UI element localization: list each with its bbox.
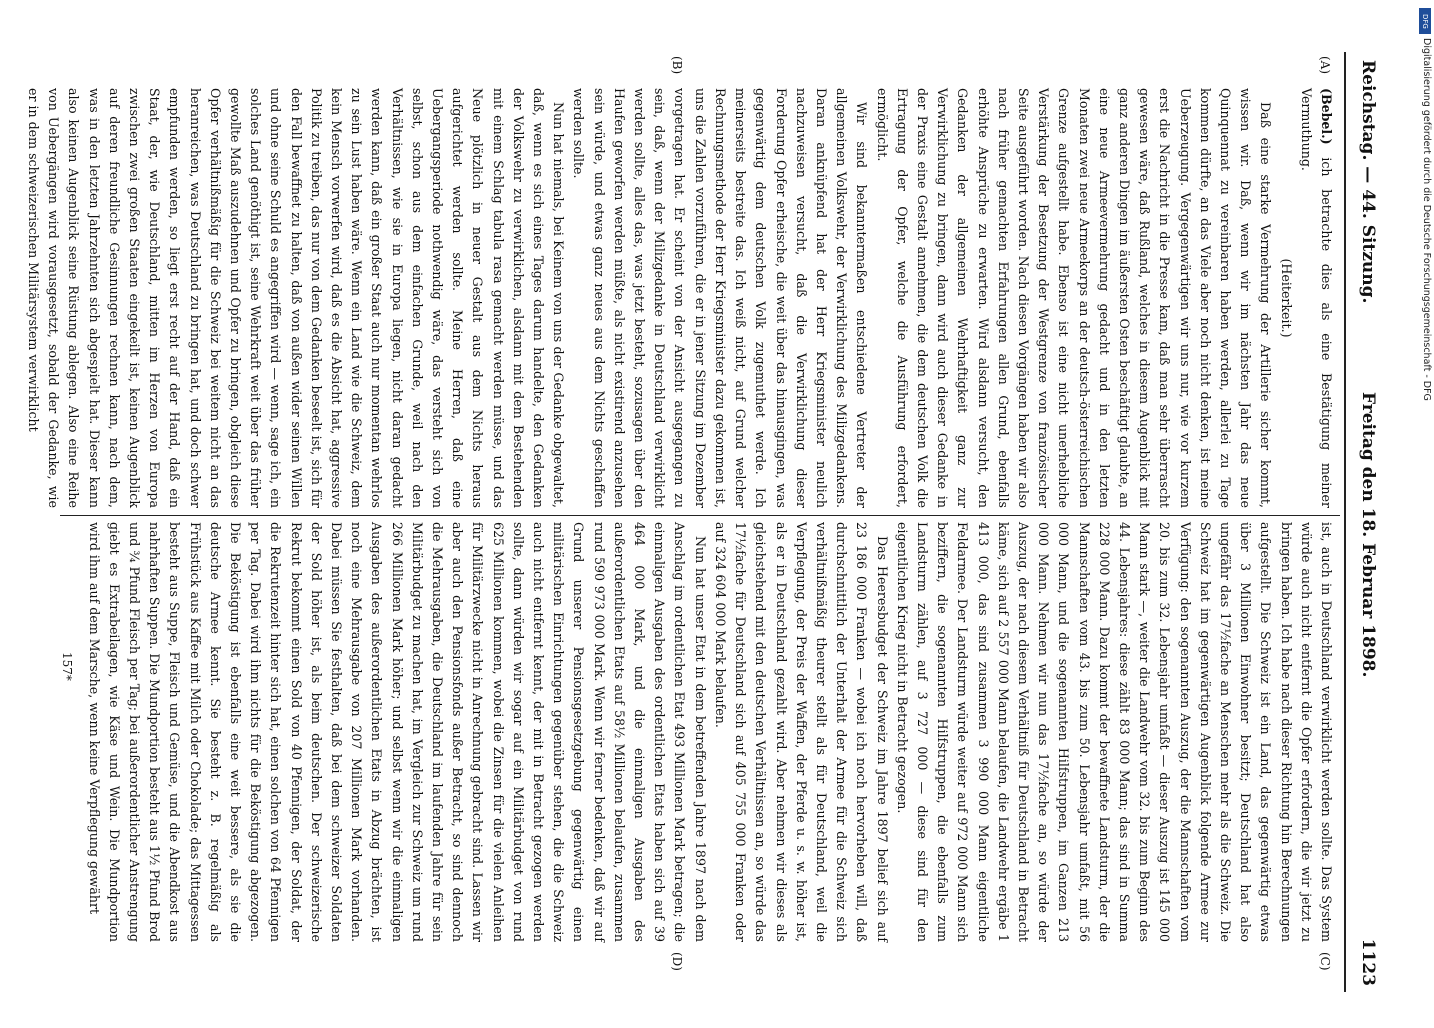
paragraph: Wir sind bekanntermaßen entschiedene Vertreter der allgemeinen Volkswehr, der Verwirklichung des Milizgedankens. Daran anknüpfend hat der Herr Kriegsminister neulich nachzuweisen versucht, daß die Verwirklichung dieser Forderung Opfer erheische, die weit über das hinausgingen, was gegenwärtig dem deutschen Volk zugemuthet werde. Ich meinerseits bestreite das. Ich weiß nicht, auf Grund welcher Rechnungsmethode der Herr Kriegsminister dazu gekommen ist, uns die Zahlen vorzuführen, die er in jener Sitzung im Dezember vorgetragen hat. Er scheint von der Ansicht ausgegangen zu sein, daß, wenn der Milizgedanke in Deutschland verwirklicht werden sollte, alles das, was jetzt besteht, sozusagen über den Haufen geworfen werden müßte, als nicht existirend anzusehen sein würde, und etwas ganz neues aus dem Nichts geschaffen werden sollte. [571, 88, 870, 508]
paragraph-text: ich betrachte dies als eine Bestätigung meiner Vermuthung. [1298, 88, 1334, 508]
paragraph: Nun hat niemals, bei Keinem von uns der Gedanke obgewaltet, daß, wenn es sich eines Tages darum handelte, den Gedanken der Volkswehr zu verwirklichen, alsdann mit dem Bestehenden mit einem Schlag tabula rasa gemacht werden müsse, und das Neue plötzlich in neuer Gestalt aus dem Nichts heraus aufgerichtet werden sollte. Meine Herren, daß eine Uebergangsperiode nothwendig wäre, das versteht sich von selbst, schon aus dem einfachen Grunde, weil nach den Verhältnissen, wie sie in Europa liegen, nicht daran gedacht werden kann, daß ein großer Staat auch nur momentan wehrlos zu sein Lust haben wäre. Wenn ein Land wie die Schweiz, dem kein Mensch vorwerfen wird, daß es die Absicht hat, aggressive Politik zu treiben, das nur von dem Gedanken beseelt ist, sich für den Fall bewaffnet zu halten, daß von außen wider seinen Willen und ohne seine Schuld es angegriffen wird — wenn, sage ich, ein solches Land genöthigt ist, seine Wehrkraft weit über das früher gewollte Maß auszudehnen und Opfer zu bringen, obgleich diese Opfer verhältnißmäßig für die Schweiz bei weitem nicht an das heranreichen, was Deutschland zu bringen hat, und doch schwer empfunden werden, so liegt erst recht auf der Hand, daß ein Staat, der, wie Deutschland, mitten im Herzen von Europa zwischen zwei großen Staaten eingekeilt ist, keinen Augenblick auf deren freundliche Gesinnungen rechnen kann, nach dem, was in den letzten Jahrzehnten sich abgespielt hat. Dieser kann also keinen Augenblick seine Rüstung ablegen. Also eine Reihe von Uebergängen wird vorausgesetzt, sobald der Gedanke, wie er in dem schweizerischen Militärsystem verwirklicht [26, 88, 567, 508]
paragraph [1296, 88, 1336, 508]
margin-mark-c: (C) [1318, 952, 1332, 971]
digitization-strip [1418, 8, 1432, 998]
margin-mark-d: (D) [670, 952, 684, 971]
column-divider [60, 515, 1340, 516]
paragraph: ist, auch in Deutschland verwirklicht werden sollte. Das System würde auch nicht entfernt die Opfer erfordern, die wir jetzt zu bringen haben. Ich habe nach dieser Richtung hin Berechnungen aufgestellt. Die Schweiz ist ein Land, das gegenwärtig etwas über 3 Millionen Einwohner besitzt; Deutschland hat also ungefähr das 17½fache an Menschen mehr als die Schweiz. Die Schweiz hat im gegenwärtigen Augenblick folgende Armee zur Verfügung: den sogenannten Auszug, der die Mannschaften vom 20. bis zum 32. Lebensjahr umfaßt — dieser Auszug ist 145 000 Mann stark —, weiter die Landwehr vom 32. bis zum Beginn des 44. Lebensjahres: diese zählt 83 000 Mann; das sind in Summa 228 000 Mann. Dazu kommt der bewaffnete Landsturm, der die Mannschaften vom 43. bis zum 50. Lebensjahr umfaßt, mit 56 000 Mann, und die sogenannten Hilfstruppen, im Ganzen 213 000 Mann. Nehmen wir nun das 17½fache an, so würde der Auszug, der nach diesem Verhältniß für Deutschland in Betracht käme, sich auf 2 557 000 Mann belaufen, die Landwehr ergäbe 1 413 000, das sind zusammen 3 990 000 Mann eigentliche Feldarmee. Der Landsturm würde weiter auf 972 000 Mann sich beziffern, die sogenannten Hilfstruppen, die ebenfalls zum Landsturm zählen, auf 3 727 000 — diese sind für den eigentlichen Krieg nicht in Betracht gezogen. [894, 522, 1334, 942]
rotated-page-content [26, 52, 1384, 992]
right-column [66, 522, 1336, 942]
paragraph: Das Heeresbudget der Schweiz im Jahre 1897 belief sich auf 23 186 000 Franken — wobei ich noch hervorheben will, daß durchschnittlich der Unterhalt der Armee für die Schweiz sich verhältnißmäßig theurer stellt als für Deutschland, weil die Verpflegung, der Preis der Waffen, der Pferde u. s. w. höher ist, als er in Deutschland gezahlt wird. Aber nehmen wir dieses als gleichstehend mit den deutschen Verhältnissen an, so würde das 17½fache für Deutschland sich auf 405 755 000 Franken oder auf 324 604 000 Mark belaufen. [712, 522, 890, 942]
header-date: Freitag den 18. Februar 1898. [1358, 392, 1378, 678]
footer-mark: 157* [60, 652, 74, 681]
paragraph: Nun hat unser Etat in dem betreffenden Jahre 1897 nach dem Anschlag im ordentlichen Etat 493 Millionen Mark betragen; die einmaligen Ausgaben des ordentlichen Etats haben sich auf 39 464 000 Mark, und die einmaligen Ausgaben des außerordentlichen Etats auf 58½ Millionen belaufen, zusammen rund 590 973 000 Mark. Wenn wir ferner bedenken, daß wir auf Grund unserer Pensionsgesetzgebung gegenwärtig einen militärischen Einrichtungen gegenüber stehen, die die Schweiz auch nicht entfernt kennt, der mit in Betracht gezogen werden sollte, dann würden wir sogar auf ein Militärbudget von rund 625 Millionen kommen, wobei die Zinsen für die vielen Anleihen für Militärzwecke nicht in Anrechnung gebracht sind. Lassen wir aber auch den Pensionsfonds außer Betracht, so sind dennoch die Mehrausgaben, die Deutschland im laufenden Jahre für sein Militärbudget zu machen hat, im Vergleich zur Schweiz um rund 266 Millionen Mark höher; und selbst wenn wir die einmaligen Ausgaben des außerordentlichen Etats in Abzug brächten, ist noch eine Mehrausgabe von 207 Millionen Mark vorhanden. Dabei müssen Sie festhalten, daß bei dem schweizer Soldaten der Sold höher ist, als beim deutschen. Der schweizerische Rekrut bekommt einen Sold von 40 Pfennigen, der Soldat, der die Rekrutenzeit hinter sich hat, einen solchen von 64 Pfennigen per Tag. Dabei wird ihm nichts für die Beköstigung abgezogen. Die Beköstigung ist ebenfalls eine weit bessere, als sie die deutsche Armee kennt. Sie besteht z. B. regelmäßig als Frühstück aus Kaffee mit Milch oder Chokolade; das Mittagessen besteht aus Suppe, Fleisch und Gemüse, und die Abendkost aus nahrhaften Suppen. Die Mundportion besteht aus 1½ Pfund Brod und ¾ Pfund Fleisch per Tag; bei außerordentlicher Anstrengung giebt es Extrabeilagen, wie Käse und Wein. Die Mundportion wird ihm auf dem Marsche, wenn keine Verpflegung gewährt [86, 522, 708, 942]
left-column [26, 88, 1336, 508]
running-header [1344, 52, 1384, 992]
interjection: (Heiterkeit.) [1278, 258, 1294, 338]
paragraph: Daß eine starke Vermehrung der Artillerie sicher kommt, wissen wir. Daß, wenn wir im nächsten Jahr das neue Quinquennat zu vereinbaren haben werden, allerlei zu Tage kommen dürfte, an das Viele aber noch nicht denken, ist meine Ueberzeugung. Vergegenwärtigen wir uns nur, wie vor kurzem erst die Nachricht in die Presse kam, daß man sehr überrascht gewesen wäre, daß Rußland, welches in diesem Augenblick mit ganz anderen Dingen im äußersten Osten beschäftigt glaubte, an eine neue Armeevermehrung gedacht und in den letzten Monaten zwei neue Armeekorps an der deutsch-österreichischen Grenze aufgestellt habe. Ebenso ist eine nicht unerhebliche Verstärkung der Besetzung der Westgrenze von französischer Seite ausgeführt worden. Nach diesen Vorgängen haben wir also nach früher gemachten Erfahrungen allen Grund, ebenfalls erhöhte Ansprüche zu erwarten. Wird alsdann versucht, den Gedanken der allgemeinen Wehrhaftigkeit ganz zur Verwirklichung zu bringen, dann wird auch dieser Gedanke in der Praxis eine Gestalt annehmen, die dem deutschen Volk die Ertragung der Opfer, welche die Ausführung erfordert, ermöglicht. [874, 88, 1274, 508]
header-left: Reichstag. — 44. Sitzung. [1358, 60, 1378, 304]
margin-mark-b: (B) [670, 56, 684, 75]
dfg-logo-icon: DFG [1419, 8, 1431, 34]
page-number: 1123 [1358, 938, 1378, 986]
speaker-name: (Bebel.) [1319, 88, 1334, 145]
digitization-note: Digitalisierung gefördert durch die Deutsche Forschungsgemeinschaft - DFG [1421, 38, 1432, 401]
margin-mark-a: (A) [1318, 56, 1332, 75]
